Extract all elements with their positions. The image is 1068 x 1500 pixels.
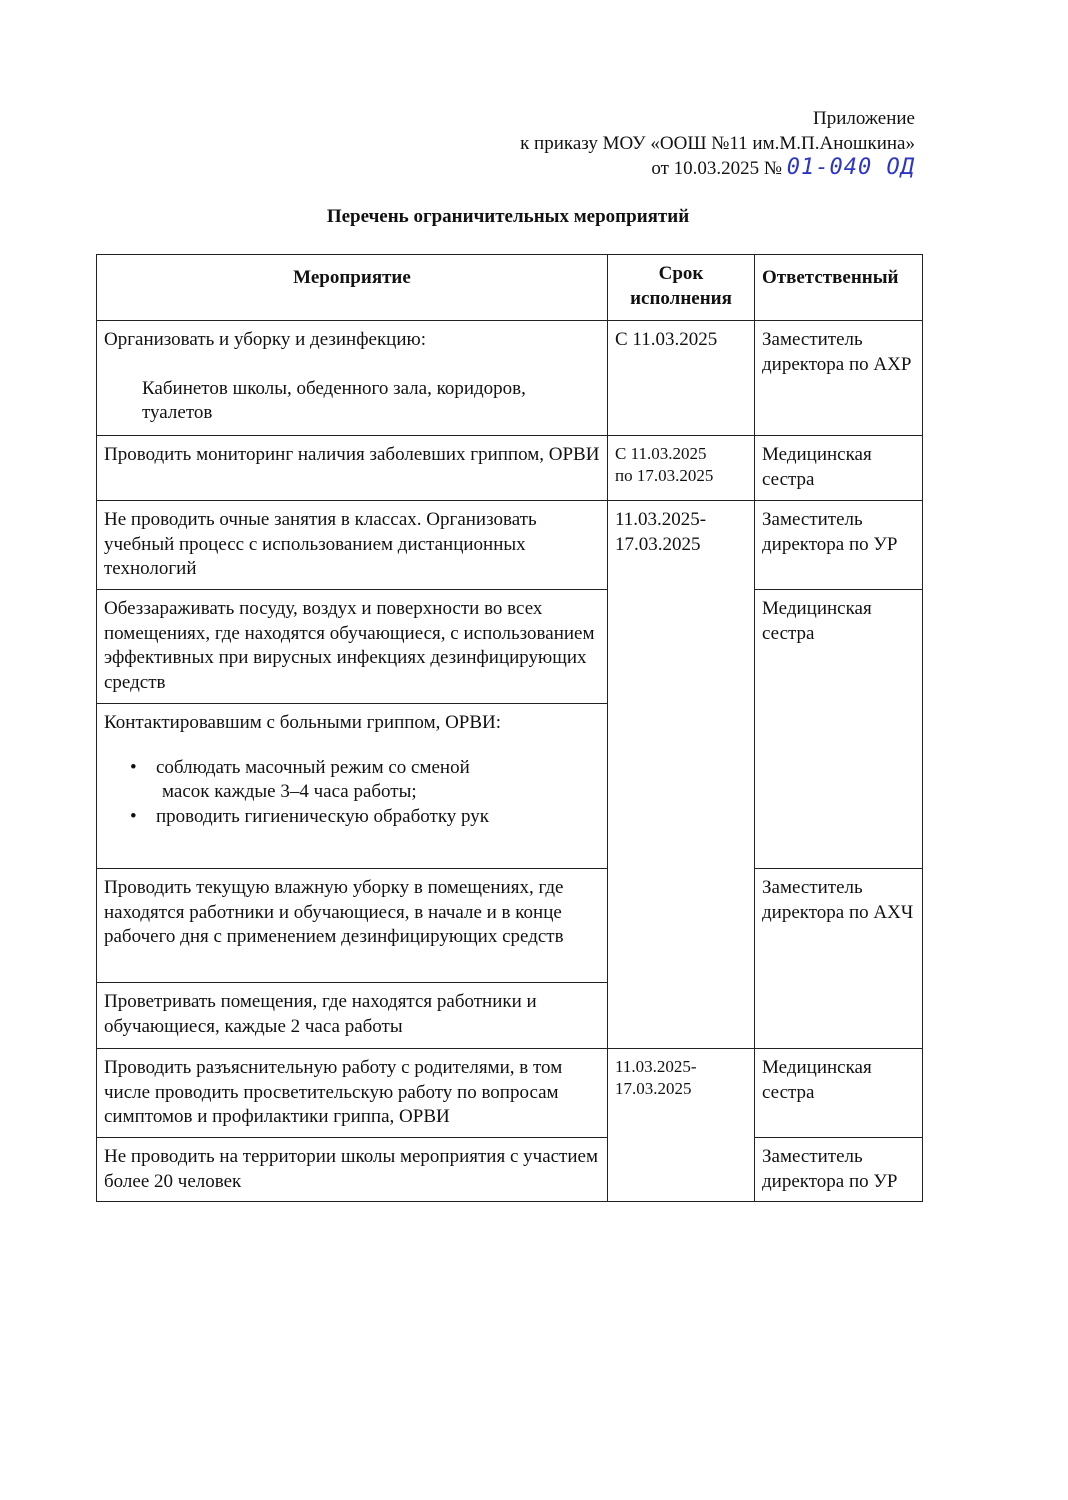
activity-cell [97,321,608,436]
deadline-cell: С 11.03.2025 [608,321,755,436]
document-title: Перечень ограничительных мероприятий [326,206,690,227]
activity-text: Контактировавшим с больными гриппом, ОРВИ: [104,712,502,733]
responsible-cell: Медицинская сестра [755,1049,923,1138]
table-row [97,1138,923,1202]
responsible-cell: Медицинская сестра [755,590,923,869]
measures-table [96,254,923,1202]
responsible-cell: Заместитель директора по АХЧ [755,869,923,1049]
responsible-cell: Медицинская сестра [755,436,923,501]
header-activity: Мероприятие [97,255,608,321]
activity-subtext: Кабинетов школы, обеденного зала, коридоров, туалетов [142,377,526,423]
activity-cell: Проветривать помещения, где находятся работники и обучающиеся, каждые 2 часа работы [97,983,608,1049]
activity-cell: Не проводить очные занятия в классах. Организовать учебный процесс с использованием дистанционных технологий [97,501,608,590]
header-deadline: Срок исполнения [608,255,755,321]
activity-text: Организовать и уборку и дезинфекцию: [104,329,426,350]
order-date: от 10.03.2025 № [651,158,787,179]
handwritten-order-number: 01-040 ОД [786,155,915,180]
appendix-label: Приложение [813,108,915,129]
deadline-to: по 17.03.2025 [615,466,714,485]
deadline-from: С 11.03.2025 [615,444,707,463]
list-item: • проводить гигиеническую обработку рук [156,805,600,830]
responsible-cell: Заместитель директора по АХР [755,321,923,436]
activity-cell [97,704,608,869]
table-row [97,590,923,704]
table-row [97,869,923,983]
order-date-line [520,156,915,182]
document-header [520,107,915,182]
header-responsible: Ответственный [755,255,923,321]
activity-cell: Проводить мониторинг наличия заболевших гриппом, ОРВИ [97,436,608,501]
activity-cell: Обеззараживать посуду, воздух и поверхности во всех помещениях, где находятся обучающиеся, с использованием эффективных при вирусных инфекциях дезинфицирующих средств [97,590,608,704]
bullet-list [104,756,600,830]
deadline-cell: 11.03.2025-17.03.2025 [608,1049,755,1202]
list-item: • соблюдать масочный режим со сменой масок каждые 3–4 часа работы; [156,756,600,805]
table-row [97,501,923,590]
table-row [97,436,923,501]
activity-cell: Проводить текущую влажную уборку в помещениях, где находятся работники и обучающиеся, в начале и в конце рабочего дня с применением дезинфицирующих средств [97,869,608,983]
table-header-row [97,255,923,321]
responsible-cell: Заместитель директора по УР [755,1138,923,1202]
responsible-cell: Заместитель директора по УР [755,501,923,590]
order-reference: к приказу МОУ «ООШ №11 им.М.П.Аношкина» [520,132,915,154]
activity-cell: Не проводить на территории школы мероприятия с участием более 20 человек [97,1138,608,1202]
table-row [97,1049,923,1138]
activity-cell: Проводить разъяснительную работу с родителями, в том числе проводить просветительскую работу по вопросам симптомов и профилактики гриппа, ОРВИ [97,1049,608,1138]
deadline-cell [608,436,755,501]
deadline-cell: 11.03.2025-17.03.2025 [608,501,755,1049]
table-row [97,321,923,436]
